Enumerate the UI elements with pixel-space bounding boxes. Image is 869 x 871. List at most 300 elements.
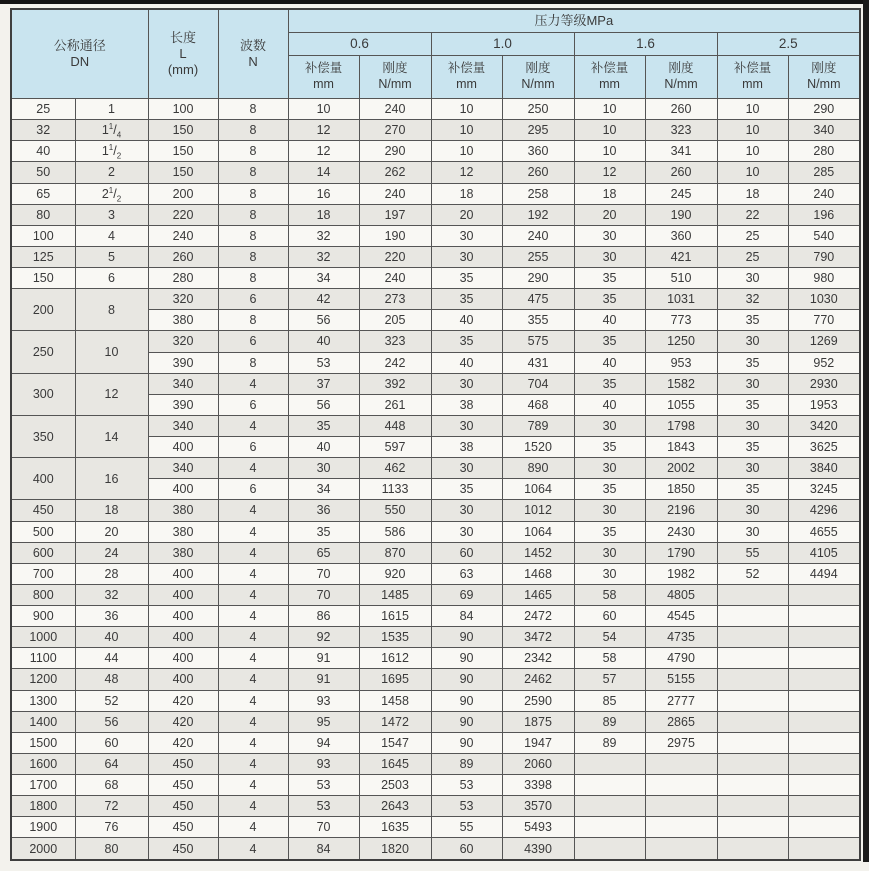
cell-compensation: 53 [288,775,359,796]
cell-compensation: 40 [288,437,359,458]
cell-inch: 4 [75,225,148,246]
header-group-3: 2.5 [717,33,860,56]
cell-length: 450 [148,796,218,817]
cell-compensation: 18 [431,183,502,204]
cell-compensation: 90 [431,627,502,648]
cell-compensation: 35 [717,310,788,331]
cell-stiffness: 575 [502,331,574,352]
cell-stiffness: 280 [788,141,860,162]
cell-stiffness [788,838,860,860]
cell-stiffness [645,753,717,774]
cell-compensation: 84 [288,838,359,860]
cell-stiffness: 2930 [788,373,860,394]
cell-compensation: 55 [431,817,502,838]
cell-stiffness: 355 [502,310,574,331]
cell-length: 380 [148,500,218,521]
cell-length: 340 [148,415,218,436]
cell-stiffness [788,648,860,669]
cell-compensation: 90 [431,732,502,753]
table-row [11,141,860,162]
cell-stiffness: 4494 [788,563,860,584]
cell-waves: 4 [218,542,288,563]
cell-compensation: 53 [431,775,502,796]
header-stiff-2: 刚度 N/mm [645,56,717,99]
cell-compensation: 30 [717,373,788,394]
cell-compensation: 20 [574,204,645,225]
cell-stiffness: 431 [502,352,574,373]
cell-stiffness: 770 [788,310,860,331]
cell-compensation: 40 [574,352,645,373]
cell-waves: 8 [218,310,288,331]
table-row [11,690,860,711]
cell-compensation: 92 [288,627,359,648]
cell-inch: $1^1/_4$ [75,120,148,141]
cell-compensation: 10 [574,99,645,120]
cell-stiffness: 360 [645,225,717,246]
cell-compensation [717,627,788,648]
header-waves: 波数 N [218,9,288,99]
cell-compensation: 10 [717,120,788,141]
cell-stiffness: 1465 [502,584,574,605]
cell-compensation: 22 [717,204,788,225]
cell-compensation: 53 [431,796,502,817]
cell-compensation [717,669,788,690]
cell-inch: $2^1/_2$ [75,183,148,204]
cell-waves: 6 [218,437,288,458]
cell-stiffness: 550 [359,500,431,521]
cell-compensation: 25 [717,225,788,246]
cell-length: 400 [148,606,218,627]
cell-length: 400 [148,669,218,690]
cell-inch: 18 [75,500,148,521]
cell-compensation: 35 [431,479,502,500]
cell-stiffness: 260 [502,162,574,183]
cell-inch: 8 [75,289,148,331]
cell-waves: 4 [218,690,288,711]
cell-stiffness: 597 [359,437,431,458]
cell-stiffness: 1615 [359,606,431,627]
cell-length: 400 [148,479,218,500]
table-row [11,415,860,436]
cell-stiffness: 1064 [502,479,574,500]
cell-compensation: 91 [288,648,359,669]
cell-stiffness: 1012 [502,500,574,521]
cell-compensation: 30 [717,268,788,289]
cell-stiffness: 870 [359,542,431,563]
table-row [11,817,860,838]
cell-compensation: 10 [574,141,645,162]
cell-dn: 450 [11,500,75,521]
cell-stiffness: 340 [788,120,860,141]
cell-waves: 8 [218,183,288,204]
header-stiff-1: 刚度 N/mm [502,56,574,99]
cell-waves: 4 [218,627,288,648]
cell-length: 390 [148,394,218,415]
cell-stiffness: 5493 [502,817,574,838]
cell-stiffness: 1535 [359,627,431,648]
cell-compensation: 35 [574,479,645,500]
cell-compensation: 55 [717,542,788,563]
cell-compensation: 53 [288,352,359,373]
cell-stiffness: 205 [359,310,431,331]
cell-stiffness: 1695 [359,669,431,690]
cell-stiffness: 190 [645,204,717,225]
cell-inch: 52 [75,690,148,711]
cell-compensation: 12 [431,162,502,183]
cell-dn: 125 [11,246,75,267]
cell-length: 340 [148,458,218,479]
cell-stiffness [645,796,717,817]
cell-compensation: 30 [431,521,502,542]
table-row [11,500,860,521]
cell-inch: 64 [75,753,148,774]
cell-inch: 14 [75,415,148,457]
cell-compensation [717,648,788,669]
cell-waves: 4 [218,373,288,394]
cell-inch: 6 [75,268,148,289]
cell-stiffness: 2060 [502,753,574,774]
cell-compensation: 35 [574,289,645,310]
cell-dn: 500 [11,521,75,542]
cell-compensation: 89 [574,711,645,732]
cell-length: 400 [148,648,218,669]
cell-stiffness: 980 [788,268,860,289]
cell-compensation: 30 [288,458,359,479]
cell-stiffness: 1612 [359,648,431,669]
cell-stiffness: 240 [359,183,431,204]
header-comp-0: 补偿量 mm [288,56,359,99]
cell-waves: 6 [218,394,288,415]
cell-stiffness [788,775,860,796]
table-row [11,120,860,141]
cell-dn: 250 [11,331,75,373]
cell-compensation: 18 [288,204,359,225]
cell-dn: 350 [11,415,75,457]
cell-compensation: 30 [431,500,502,521]
cell-length: 200 [148,183,218,204]
cell-compensation: 54 [574,627,645,648]
cell-stiffness: 290 [788,99,860,120]
cell-stiffness: 2462 [502,669,574,690]
cell-stiffness: 920 [359,563,431,584]
cell-stiffness: 1458 [359,690,431,711]
cell-compensation: 89 [574,732,645,753]
cell-length: 380 [148,542,218,563]
cell-compensation: 30 [574,458,645,479]
cell-compensation: 38 [431,394,502,415]
header-comp-1: 补偿量 mm [431,56,502,99]
table-row [11,563,860,584]
cell-compensation: 30 [574,542,645,563]
cell-stiffness: 262 [359,162,431,183]
cell-stiffness: 197 [359,204,431,225]
cell-waves: 4 [218,500,288,521]
cell-dn: 800 [11,584,75,605]
cell-stiffness: 2002 [645,458,717,479]
cell-waves: 4 [218,796,288,817]
cell-inch: 48 [75,669,148,690]
cell-stiffness: 1947 [502,732,574,753]
cell-compensation [717,817,788,838]
cell-compensation: 35 [431,289,502,310]
cell-compensation: 40 [288,331,359,352]
header-stiff-0: 刚度 N/mm [359,56,431,99]
cell-stiffness: 1133 [359,479,431,500]
cell-compensation: 35 [288,415,359,436]
cell-stiffness [788,753,860,774]
cell-stiffness [788,690,860,711]
cell-compensation: 57 [574,669,645,690]
cell-stiffness: 773 [645,310,717,331]
cell-stiffness: 2590 [502,690,574,711]
cell-dn: 1800 [11,796,75,817]
cell-compensation: 32 [717,289,788,310]
cell-dn: 1900 [11,817,75,838]
cell-dn: 400 [11,458,75,500]
cell-compensation: 52 [717,563,788,584]
cell-length: 400 [148,563,218,584]
cell-stiffness: 290 [502,268,574,289]
cell-stiffness [788,606,860,627]
table-row [11,753,860,774]
cell-stiffness: 260 [645,162,717,183]
cell-waves: 6 [218,479,288,500]
cell-compensation: 90 [431,711,502,732]
cell-compensation: 56 [288,310,359,331]
cell-stiffness: 1582 [645,373,717,394]
cell-stiffness: 1645 [359,753,431,774]
cell-stiffness: 250 [502,99,574,120]
cell-compensation: 10 [288,99,359,120]
cell-stiffness: 789 [502,415,574,436]
cell-stiffness [645,817,717,838]
cell-length: 380 [148,310,218,331]
cell-compensation [574,838,645,860]
cell-waves: 4 [218,606,288,627]
cell-stiffness: 540 [788,225,860,246]
cell-compensation: 20 [431,204,502,225]
cell-stiffness: 3625 [788,437,860,458]
cell-stiffness: 510 [645,268,717,289]
cell-stiffness: 240 [502,225,574,246]
cell-length: 150 [148,141,218,162]
cell-inch: 44 [75,648,148,669]
cell-stiffness: 1547 [359,732,431,753]
cell-compensation: 35 [717,479,788,500]
table-row [11,225,860,246]
cell-compensation: 30 [431,246,502,267]
cell-dn: 200 [11,289,75,331]
cell-inch: 60 [75,732,148,753]
cell-compensation: 32 [288,225,359,246]
cell-inch: 3 [75,204,148,225]
cell-stiffness: 341 [645,141,717,162]
cell-waves: 4 [218,584,288,605]
cell-waves: 8 [218,141,288,162]
cell-inch: $1^1/_2$ [75,141,148,162]
table-row [11,268,860,289]
table-row [11,458,860,479]
table-row [11,627,860,648]
table-row [11,838,860,860]
cell-dn: 80 [11,204,75,225]
cell-stiffness: 1953 [788,394,860,415]
cell-stiffness: 4296 [788,500,860,521]
cell-waves: 4 [218,753,288,774]
cell-inch: 32 [75,584,148,605]
cell-stiffness: 475 [502,289,574,310]
cell-inch: 36 [75,606,148,627]
cell-stiffness: 1031 [645,289,717,310]
cell-compensation: 60 [574,606,645,627]
cell-dn: 2000 [11,838,75,860]
cell-stiffness: 462 [359,458,431,479]
cell-stiffness: 1468 [502,563,574,584]
table-row [11,99,860,120]
table-row [11,373,860,394]
cell-compensation: 93 [288,753,359,774]
cell-compensation: 30 [717,331,788,352]
cell-compensation: 37 [288,373,359,394]
cell-compensation: 30 [574,415,645,436]
cell-compensation: 70 [288,584,359,605]
cell-waves: 4 [218,775,288,796]
cell-compensation [574,753,645,774]
cell-waves: 4 [218,669,288,690]
cell-stiffness [788,796,860,817]
table-row [11,289,860,310]
cell-dn: 900 [11,606,75,627]
cell-stiffness: 586 [359,521,431,542]
header-length: 长度 L (mm) [148,9,218,99]
cell-stiffness: 240 [359,268,431,289]
cell-length: 450 [148,775,218,796]
cell-length: 450 [148,817,218,838]
cell-stiffness: 290 [359,141,431,162]
cell-inch: 40 [75,627,148,648]
cell-dn: 1600 [11,753,75,774]
cell-stiffness: 4105 [788,542,860,563]
table-row [11,204,860,225]
cell-dn: 100 [11,225,75,246]
table-row [11,331,860,352]
cell-dn: 1500 [11,732,75,753]
cell-stiffness: 242 [359,352,431,373]
cell-length: 450 [148,838,218,860]
cell-waves: 4 [218,521,288,542]
cell-compensation: 35 [574,373,645,394]
scan-edge-right [863,0,869,862]
cell-compensation: 40 [431,310,502,331]
cell-compensation: 30 [717,415,788,436]
cell-compensation: 30 [717,500,788,521]
cell-waves: 4 [218,648,288,669]
cell-stiffness: 2777 [645,690,717,711]
cell-inch: 56 [75,711,148,732]
cell-compensation: 10 [431,141,502,162]
cell-stiffness: 2472 [502,606,574,627]
cell-length: 240 [148,225,218,246]
cell-compensation: 58 [574,648,645,669]
cell-stiffness: 3570 [502,796,574,817]
cell-stiffness: 1850 [645,479,717,500]
cell-stiffness [645,775,717,796]
cell-stiffness: 1269 [788,331,860,352]
cell-dn: 1000 [11,627,75,648]
cell-waves: 8 [218,268,288,289]
cell-waves: 8 [218,225,288,246]
cell-compensation: 30 [574,246,645,267]
cell-compensation [717,796,788,817]
cell-compensation: 18 [717,183,788,204]
cell-compensation: 30 [574,563,645,584]
cell-compensation [717,838,788,860]
cell-stiffness: 4655 [788,521,860,542]
cell-length: 420 [148,711,218,732]
cell-stiffness: 2865 [645,711,717,732]
cell-stiffness: 3420 [788,415,860,436]
cell-stiffness: 1520 [502,437,574,458]
cell-dn: 32 [11,120,75,141]
cell-waves: 8 [218,99,288,120]
cell-stiffness: 4545 [645,606,717,627]
cell-compensation: 34 [288,479,359,500]
cell-stiffness [788,817,860,838]
cell-compensation: 30 [574,225,645,246]
cell-compensation: 63 [431,563,502,584]
cell-compensation: 85 [574,690,645,711]
cell-compensation: 12 [574,162,645,183]
cell-stiffness: 468 [502,394,574,415]
cell-stiffness: 1452 [502,542,574,563]
table-header [11,9,860,99]
header-pressure-title: 压力等级MPa [288,9,860,33]
cell-inch: 5 [75,246,148,267]
cell-compensation: 30 [574,500,645,521]
cell-compensation [717,711,788,732]
cell-stiffness: 1982 [645,563,717,584]
cell-compensation: 84 [431,606,502,627]
table-row [11,521,860,542]
cell-stiffness [788,669,860,690]
cell-compensation: 16 [288,183,359,204]
cell-compensation: 69 [431,584,502,605]
cell-stiffness: 890 [502,458,574,479]
cell-dn: 50 [11,162,75,183]
cell-compensation: 40 [574,310,645,331]
cell-compensation: 58 [574,584,645,605]
cell-stiffness: 2643 [359,796,431,817]
cell-stiffness [788,711,860,732]
cell-stiffness: 1635 [359,817,431,838]
cell-inch: 76 [75,817,148,838]
cell-length: 220 [148,204,218,225]
table-row [11,246,860,267]
cell-compensation: 56 [288,394,359,415]
table-row [11,711,860,732]
cell-compensation: 30 [717,521,788,542]
cell-compensation [717,775,788,796]
cell-stiffness: 3472 [502,627,574,648]
cell-length: 400 [148,437,218,458]
cell-compensation: 30 [431,225,502,246]
cell-stiffness: 323 [359,331,431,352]
cell-compensation: 93 [288,690,359,711]
cell-stiffness: 260 [645,99,717,120]
cell-stiffness: 448 [359,415,431,436]
cell-compensation [574,796,645,817]
cell-waves: 4 [218,458,288,479]
